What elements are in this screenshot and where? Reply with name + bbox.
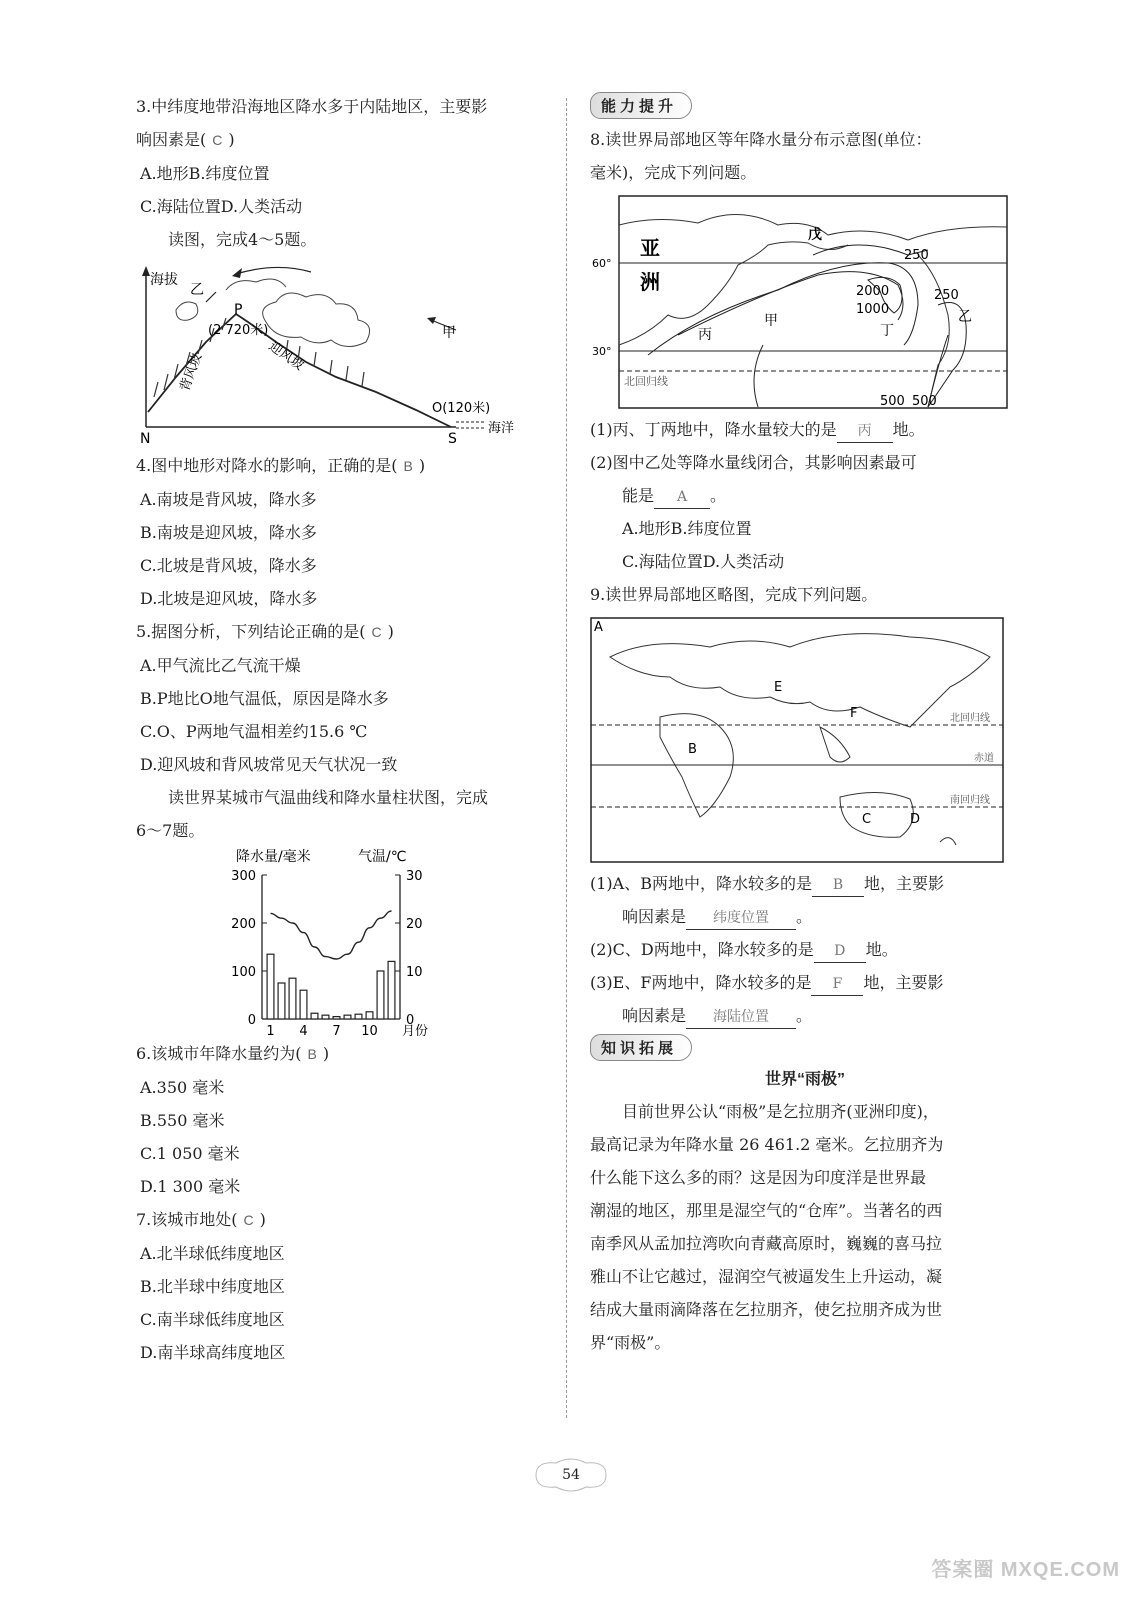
- q3-stem: 3.中纬度地带沿海地区降水多于内陆地区，主要影: [136, 97, 488, 116]
- climate-chart: [136, 847, 556, 1037]
- map9-label-d: D: [910, 812, 921, 827]
- q3-answer: C: [212, 132, 223, 148]
- chart-precip-bar: [366, 1012, 373, 1019]
- chart-precip-bar: [344, 1015, 351, 1019]
- map8-label-bing: 丙: [698, 327, 712, 343]
- map8-lat-30: 30°: [592, 345, 612, 358]
- essay-line-3: 什么能下这么多的雨？这是因为印度洋是世界最: [590, 1168, 927, 1187]
- right-column: [590, 90, 1020, 1359]
- q7-stem: 7.该城市地处( C ): [136, 1210, 266, 1229]
- map9-equator: 赤道: [974, 753, 994, 764]
- map9-label-c: C: [862, 812, 872, 827]
- q9-sub3: (3)E、F两地中，降水较多的是 F 地，主要影: [590, 966, 1020, 999]
- q8-sub2-answer: A: [654, 486, 710, 509]
- q7-option-c: C.南半球低纬度地区: [140, 1310, 285, 1329]
- map8-isohyet-250-a: 250: [904, 248, 929, 263]
- isohyet-map: [592, 195, 1008, 409]
- q5-answer: C: [371, 624, 382, 640]
- q9-sub3-answer-2: 海陆位置: [686, 1006, 796, 1029]
- map9-label-e: E: [774, 680, 783, 695]
- chart-left-tick-label: 300: [231, 869, 256, 884]
- chart-x-tick-label: 7: [332, 1024, 341, 1039]
- chart-precip-bar: [300, 990, 307, 1019]
- section-badge-knowledge: 知识拓展: [590, 1034, 692, 1061]
- essay-line-8: 界“雨极”。: [590, 1333, 671, 1352]
- q7-option-d: D.南半球高纬度地区: [140, 1343, 286, 1362]
- essay-line-1: 目前世界公认“雨极”是乞拉朋齐(亚洲印度)，: [622, 1102, 939, 1121]
- q4-option-d: D.北坡是迎风坡，降水多: [140, 589, 318, 608]
- map8-tropic-label: 北回归线: [624, 375, 668, 388]
- q3-option-c: C.海陆位置: [140, 197, 221, 216]
- q4-option-b: B.南坡是迎风坡，降水多: [140, 523, 317, 542]
- map9-label-b: B: [688, 742, 697, 757]
- map8-label-zhou: 洲: [640, 270, 660, 294]
- q3-option-d: D.人类活动: [220, 197, 303, 216]
- map8-label-ding: 丁: [880, 323, 894, 339]
- map9-tropic-s: 南回归线: [950, 795, 990, 806]
- q5-stem: 5.据图分析，下列结论正确的是( C ): [136, 622, 394, 641]
- q6-option-b: B.550 毫米: [140, 1111, 225, 1130]
- map8-isohyet-500-a: 500: [880, 394, 905, 409]
- page-number: 54: [526, 1455, 616, 1495]
- fig1-windward-label: 迎风坡: [265, 338, 307, 374]
- essay-line-2: 最高记录为年降水量 26 461.2 毫米。乞拉朋齐为: [590, 1135, 944, 1154]
- fig1-label-ocean: 海洋: [488, 421, 515, 436]
- q4-option-a: A.南坡是背风坡，降水多: [140, 490, 317, 509]
- essay-line-6: 雅山不让它越过，湿润空气被逼发生上升运动，凝: [590, 1267, 943, 1286]
- chart-x-axis-label: 月份: [402, 1024, 429, 1039]
- chart-left-tick-label: 100: [231, 965, 256, 980]
- fig1-yaxis-label: 海拔: [150, 272, 178, 288]
- q6-option-a: A.350 毫米: [140, 1078, 225, 1097]
- q6-option-d: D.1 300 毫米: [140, 1177, 241, 1196]
- chart-precip-bar: [322, 1015, 329, 1019]
- chart-right-tick-label: 20: [406, 917, 423, 932]
- section-badge-ability: 能力提升: [590, 92, 692, 119]
- essay-line-4: 潮湿的地区，那里是湿空气的“仓库”。当著名的西: [590, 1201, 943, 1220]
- chart-right-tick-label: 0: [406, 1013, 415, 1028]
- column-divider: [566, 98, 567, 1418]
- q8-sub2-cont: 能是 A 。: [590, 479, 1020, 512]
- q9-sub1: (1)A、B两地中，降水较多的是 B 地，主要影: [590, 867, 1020, 900]
- map8-label-wu: 戊: [808, 227, 822, 243]
- fig1-label-p: P: [234, 302, 243, 318]
- q8-option-b: B.纬度位置: [670, 519, 752, 538]
- q5-option-c: C.O、P两地气温相差约15.6 ℃: [140, 722, 368, 741]
- q5-option-b: B.P地比O地气温低，原因是降水多: [140, 689, 389, 708]
- map8-label-jia: 甲: [764, 313, 778, 329]
- essay-line-5: 南季风从孟加拉湾吹向青藏高原时，巍巍的喜马拉: [590, 1234, 943, 1253]
- q7-option-b: B.北半球中纬度地区: [140, 1277, 285, 1296]
- chart-precip-bar: [311, 1013, 318, 1019]
- map8-isohyet-1000: 1000: [856, 302, 890, 317]
- chart-left-label: 降水量/毫米: [236, 849, 311, 865]
- intro-6-7-cont: 6～7题。: [136, 821, 205, 840]
- map8-lat-60: 60°: [592, 257, 612, 270]
- fig1-leeward-label: 背风坡: [177, 351, 206, 394]
- intro-6-7: 读世界某城市气温曲线和降水量柱状图，完成: [168, 788, 489, 807]
- fig1-p-altitude: (2 720米): [208, 323, 269, 338]
- q8-stem-2: 毫米)，完成下列问题。: [590, 163, 757, 182]
- q9-sub3-answer: F: [811, 973, 863, 996]
- fig1-label-o: O(120米): [432, 401, 491, 416]
- chart-precip-bar: [355, 1014, 362, 1019]
- map8-label-ya: 亚: [640, 236, 660, 260]
- q8-sub2: (2)图中乙处等降水量线闭合，其影响因素最可: [590, 453, 917, 472]
- chart-x-tick-label: 1: [266, 1024, 275, 1039]
- q6-stem: 6.该城市年降水量约为( B ): [136, 1044, 330, 1063]
- q9-stem: 9.读世界局部地区略图，完成下列问题。: [590, 585, 878, 604]
- chart-right-tick-label: 30: [406, 869, 423, 884]
- fig1-label-s: S: [448, 431, 457, 447]
- chart-precip-bar: [278, 983, 285, 1019]
- fig1-label-n: N: [140, 431, 151, 447]
- left-column: [136, 90, 556, 1369]
- q8-option-d: D.人类活动: [702, 552, 785, 571]
- q7-option-a: A.北半球低纬度地区: [140, 1244, 285, 1263]
- q4-stem: 4.图中地形对降水的影响，正确的是( B ): [136, 456, 426, 475]
- chart-temperature-line: [271, 911, 392, 959]
- q4-answer: B: [403, 458, 413, 474]
- chart-left-tick-label: 200: [231, 917, 256, 932]
- essay-title: 世界“雨极”: [764, 1071, 845, 1088]
- q9-sub3-cont: 响因素是 海陆位置 。: [590, 999, 1020, 1032]
- watermark: 答案圈 MXQE.COM: [931, 1559, 1120, 1581]
- map9-label-a: A: [594, 620, 603, 635]
- chart-left-tick-label: 0: [247, 1013, 256, 1028]
- q5-option-a: A.甲气流比乙气流干燥: [140, 656, 301, 675]
- q9-sub2-answer: D: [814, 940, 866, 963]
- chart-precip-bar: [289, 978, 296, 1019]
- chart-precip-bar: [388, 961, 395, 1019]
- q8-stem: 8.读世界局部地区等年降水量分布示意图(单位：: [590, 130, 932, 149]
- q8-option-a: A.地形: [622, 519, 671, 538]
- q7-answer: C: [243, 1212, 254, 1228]
- q3-option-a: A.地形: [140, 164, 189, 183]
- q9-sub1-answer-2: 纬度位置: [686, 907, 796, 930]
- map8-isohyet-500-b: 500: [912, 394, 937, 409]
- q3-stem-2: 响因素是( C ): [136, 130, 235, 149]
- intro-4-5: 读图，完成4～5题。: [168, 230, 317, 249]
- essay-line-7: 结成大量雨滴降落在乞拉朋齐，使乞拉朋齐成为世: [590, 1300, 943, 1319]
- chart-precip-bar: [333, 1017, 340, 1019]
- map9-tropic-n: 北回归线: [950, 713, 990, 724]
- q3-option-b: B.纬度位置: [188, 164, 270, 183]
- q8-option-c: C.海陆位置: [622, 552, 703, 571]
- map8-isohyet-2000: 2000: [856, 284, 890, 299]
- map8-label-yi: 乙: [958, 309, 972, 325]
- chart-precip-bar: [377, 971, 384, 1019]
- mountain-profile-figure: [136, 262, 536, 447]
- chart-right-label: 气温/℃: [358, 849, 407, 865]
- q9-sub1-answer: B: [812, 874, 864, 897]
- q4-option-c: C.北坡是背风坡，降水多: [140, 556, 317, 575]
- fig1-label-jia: 甲: [442, 325, 456, 341]
- q9-sub1-cont: 响因素是 纬度位置 。: [590, 900, 1020, 933]
- chart-x-tick-label: 10: [361, 1024, 378, 1039]
- q9-sub2: (2)C、D两地中，降水较多的是 D 地。: [590, 933, 1020, 966]
- world-map: [590, 617, 1004, 863]
- q6-answer: B: [307, 1046, 317, 1062]
- chart-x-tick-label: 4: [299, 1024, 308, 1039]
- chart-precip-bar: [267, 954, 274, 1019]
- fig1-label-yi: 乙: [190, 282, 204, 298]
- chart-right-tick-label: 10: [406, 965, 423, 980]
- map8-isohyet-250-b: 250: [934, 288, 959, 303]
- q8-sub1-answer: 丙: [837, 420, 893, 443]
- q5-option-d: D.迎风坡和背风坡常见天气状况一致: [140, 755, 398, 774]
- q6-option-c: C.1 050 毫米: [140, 1144, 240, 1163]
- q8-sub1: (1)丙、丁两地中，降水量较大的是 丙 地。: [590, 413, 1020, 446]
- map9-label-f: F: [850, 706, 858, 721]
